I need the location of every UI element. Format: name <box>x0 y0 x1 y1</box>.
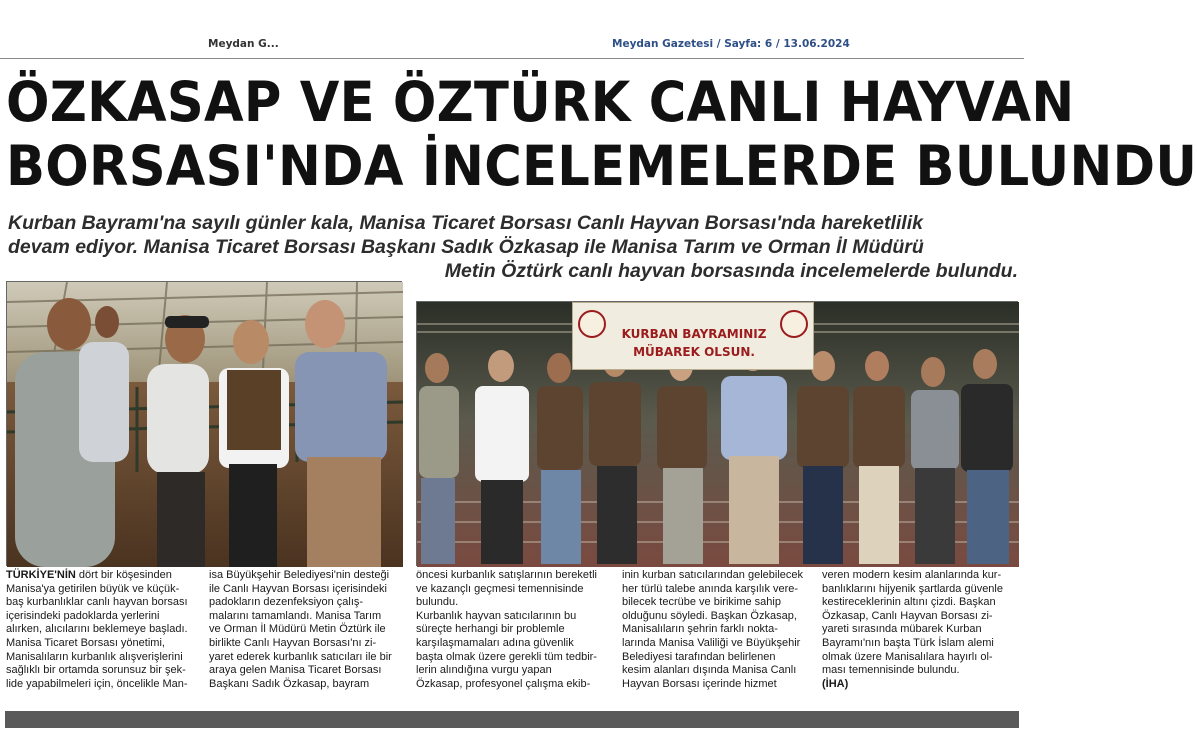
banner-line-2: MÜBAREK OLSUN. <box>633 345 755 359</box>
column-3-line: ve kazançlı geçmesi temennisinde <box>416 582 584 595</box>
body-column-3 <box>416 569 604 691</box>
column-2-line: birlikte Canlı Hayvan Borsası'nı zi- <box>209 636 377 649</box>
column-5-line: kestireceklerinin altını çizdi. Başkan <box>822 596 996 609</box>
column-4-line: bilecek tecrübe ve birikime sahip <box>622 596 781 609</box>
headline-line-1: ÖZKASAP VE ÖZTÜRK CANLI HAYVAN <box>6 70 1075 134</box>
column-5-line: banlıklarını hijyenik şartlarda güvenle <box>822 582 1003 595</box>
column-1-line: Manisa'ya getirilen büyük ve küçük- <box>6 582 180 595</box>
lead-word: TÜRKİYE'NİN <box>6 569 76 581</box>
body-column-5 <box>822 569 1010 691</box>
article-body <box>6 569 1020 705</box>
column-4-line: Belediyesi tarafından belirlenen <box>622 650 776 663</box>
column-5-line: yareti sırasında mübarek Kurban <box>822 623 982 636</box>
deck-line-1: Kurban Bayramı'na sayılı günler kala, Manisa Ticaret Borsası Canlı Hayvan Borsası'nda hareketlilik <box>8 212 923 234</box>
column-4-line: her türlü talebe anında karşılık vere- <box>622 582 799 595</box>
footer-bar <box>5 711 1019 728</box>
column-4-line: Hayvan Borsası içerinde hizmet <box>622 677 777 690</box>
column-1-line: Manisa Ticaret Borsası yönetimi, <box>6 636 165 649</box>
column-5-line: Özkasap, Canlı Hayvan Borsası zi- <box>822 609 993 622</box>
body-column-1 <box>6 569 194 691</box>
page-header <box>0 0 1024 60</box>
kurban-bayrami-banner <box>572 302 814 370</box>
news-agency-credit: (İHA) <box>822 677 849 690</box>
column-2-line: malarını tamamlandı. Manisa Tarım <box>209 609 382 622</box>
column-2-line: ve Orman İl Müdürü Metin Öztürk ile <box>209 623 386 636</box>
column-1-line: sağlıklı bir ortamda sorunsuz bir şek- <box>6 664 186 677</box>
column-1-line: alırken, alıcılarını beklemeye başladı. <box>6 623 188 636</box>
body-column-4 <box>622 569 810 691</box>
article-headline <box>6 70 1197 198</box>
column-5-line: Bayramı'nın başta Türk İslam alemi <box>822 636 994 649</box>
column-1-line: Manisalıların kurbanlık alışverişlerini <box>6 650 183 663</box>
column-3-line: başta olmak üzere gerekli tüm tedbir- <box>416 650 597 663</box>
body-column-2 <box>209 569 397 691</box>
column-4-line: inin kurban satıcılarından gelebilecek <box>622 569 804 581</box>
column-3-line: lerin alındığına vurgu yapan <box>416 664 552 677</box>
column-3-line: Özkasap, profesyonel çalışma ekib- <box>416 677 591 690</box>
column-4-line: kesim alanları dışında Manisa Canlı <box>622 664 797 677</box>
column-4-line: larında Manisa Valiliği ve Büyükşehir <box>622 636 801 649</box>
column-2-line: Başkanı Sadık Özkasap, bayram <box>209 677 370 690</box>
column-3-line: Kurbanlık hayvan satıcılarının bu <box>416 609 577 622</box>
publication-short-name: Meydan G... <box>208 38 279 50</box>
headline-line-2: BORSASI'NDA İNCELEMELERDE BULUNDU <box>6 134 1197 198</box>
deck-line-2: devam ediyor. Manisa Ticaret Borsası Başkanı Sadık Özkasap ile Manisa Tarım ve Orman İl Müdürü <box>8 236 924 258</box>
column-2-line: yaret ederek kurbanlık satıcıları ile bir <box>209 650 392 663</box>
column-2-line: padokların dezenfeksiyon çalış- <box>209 596 364 609</box>
header-divider <box>0 58 1024 59</box>
lead-line-rest: dört bir köşesinden <box>75 569 172 581</box>
column-5-line: veren modern kesim alanlarında kur- <box>822 569 1002 581</box>
deck-line-3: Metin Öztürk canlı hayvan borsasında incelemelerde bulundu. <box>444 260 1018 282</box>
banner-line-1: KURBAN BAYRAMINIZ <box>621 327 767 341</box>
column-2-line: isa Büyükşehir Belediyesi'nin desteği <box>209 569 390 581</box>
column-3-line: öncesi kurbanlık satışlarının bereketli <box>416 569 597 581</box>
column-3-line: bulundu. <box>416 596 459 609</box>
column-1-line: baş kurbanlıklar canlı hayvan borsası <box>6 596 188 609</box>
column-1-line-1 <box>6 569 194 583</box>
column-1-line: lide yapabilmeleri için, öncelikle Man- <box>6 677 188 690</box>
column-3-line: süreçte herhangi bir problemle <box>416 623 565 636</box>
column-5-line: olmak üzere Manisalılara hayırlı ol- <box>822 650 993 663</box>
column-5-line: ması temennisinde bulundu. <box>822 664 960 677</box>
article-deck <box>8 211 1020 283</box>
photo-market-visit-image <box>7 282 403 567</box>
photo-market-visit <box>6 281 402 566</box>
column-4-line: Manisalıların şehrin farklı nokta- <box>622 623 778 636</box>
column-2-line: ile Canlı Hayvan Borsası içerisindeki <box>209 582 387 595</box>
column-4-line: olduğunu söyledi. Başkan Özkasap, <box>622 609 797 622</box>
column-1-line: içerisindeki padoklarda yerlerini <box>6 609 160 622</box>
exchange-seal-icon <box>780 310 808 338</box>
ministry-seal-icon <box>578 310 606 338</box>
column-3-line: karşılaşmamaları adına güvenlik <box>416 636 574 649</box>
publication-info: Meydan Gazetesi / Sayfa: 6 / 13.06.2024 <box>612 38 850 50</box>
column-2-line: araya gelen Manisa Ticaret Borsası <box>209 664 382 677</box>
